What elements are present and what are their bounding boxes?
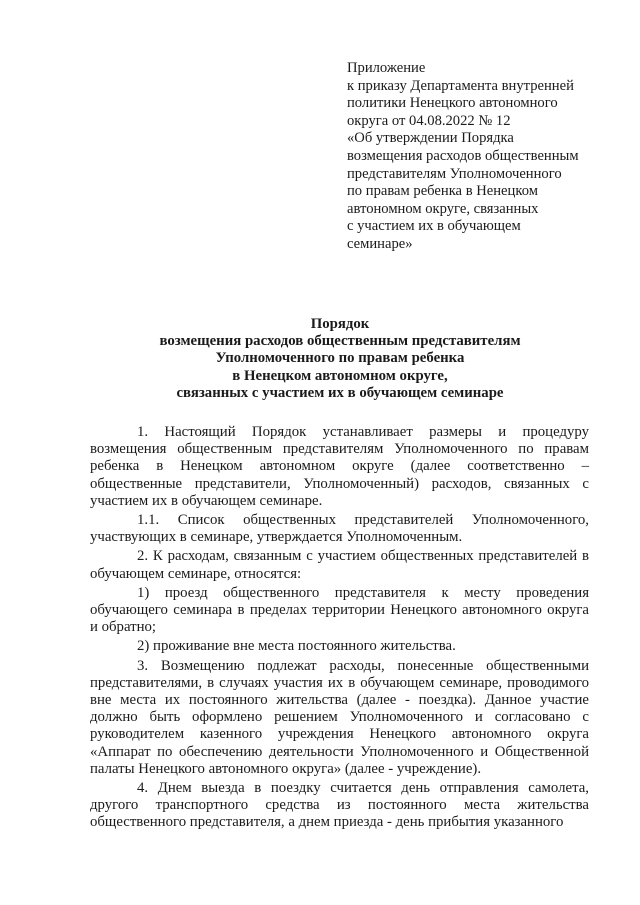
- paragraph-2-item-1: 1) проезд общественного представителя к месту проведения обучающего семинара в пределах территории Ненецкого автономного округа и обратно;: [90, 584, 589, 636]
- appendix-header: [347, 60, 597, 254]
- title-line: возмещения расходов общественным представителям: [159, 333, 521, 350]
- appendix-line: политики Ненецкого автономного: [347, 95, 558, 112]
- paragraph-1: 1. Настоящий Порядок устанавливает размеры и процедуру возмещения общественным представителям Уполномоченного по правам ребенка в Ненецком автономном округе (далее соответственно – общественные представители, Уполномоченный) расходов, связанных с участием их в обучающем семинаре.: [90, 424, 589, 509]
- appendix-line: к приказу Департамента внутренней: [347, 77, 574, 94]
- document-title: [90, 316, 590, 402]
- title-line: Порядок: [310, 316, 370, 332]
- appendix-line: «Об утверждении Порядка: [347, 130, 514, 147]
- appendix-line: представителям Уполномоченного: [347, 165, 562, 182]
- paragraph-1-1: 1.1. Список общественных представителей Уполномоченного, участвующих в семинаре, утверждается Уполномоченным.: [90, 512, 589, 546]
- appendix-line: возмещения расходов общественным: [347, 147, 579, 164]
- appendix-line: Приложение: [347, 60, 426, 76]
- paragraph-4: 4. Днем выезда в поездку считается день отправления самолета, другого транспортного средства из постоянного места жительства общественного представителя, а днем приезда - день прибытия указанного: [90, 780, 589, 831]
- appendix-line: семинаре»: [347, 235, 413, 252]
- title-line: Уполномоченного по правам ребенка: [215, 350, 465, 367]
- appendix-line: автономном округе, связанных: [347, 200, 539, 217]
- appendix-line: округа от 04.08.2022 № 12: [347, 112, 511, 129]
- paragraph-2: 2. К расходам, связанным с участием общественных представителей в обучающем семинаре, относятся:: [90, 548, 589, 582]
- paragraph-2-item-2: 2) проживание вне места постоянного жительства.: [137, 638, 456, 655]
- appendix-line: по правам ребенка в Ненецком: [347, 183, 538, 200]
- document-body: [90, 424, 589, 832]
- title-line: связанных с участием их в обучающем семинаре: [176, 384, 504, 401]
- title-line: в Ненецком автономном округе,: [232, 367, 448, 384]
- paragraph-3: 3. Возмещению подлежат расходы, понесенные общественными представителями, в случаях участия их в обучающем семинаре, проводимого вне места их постоянного жительства (далее - поездка). Данное участие должно быть оформлено решением Уполномоченного и согласовано с руководителем казенного учреждения Ненецкого автономного округа «Аппарат по обеспечению деятельности Уполномоченного и Общественной палаты Ненецкого автономного округа» (далее - учреждение).: [90, 657, 589, 777]
- appendix-line: с участием их в обучающем: [347, 218, 521, 235]
